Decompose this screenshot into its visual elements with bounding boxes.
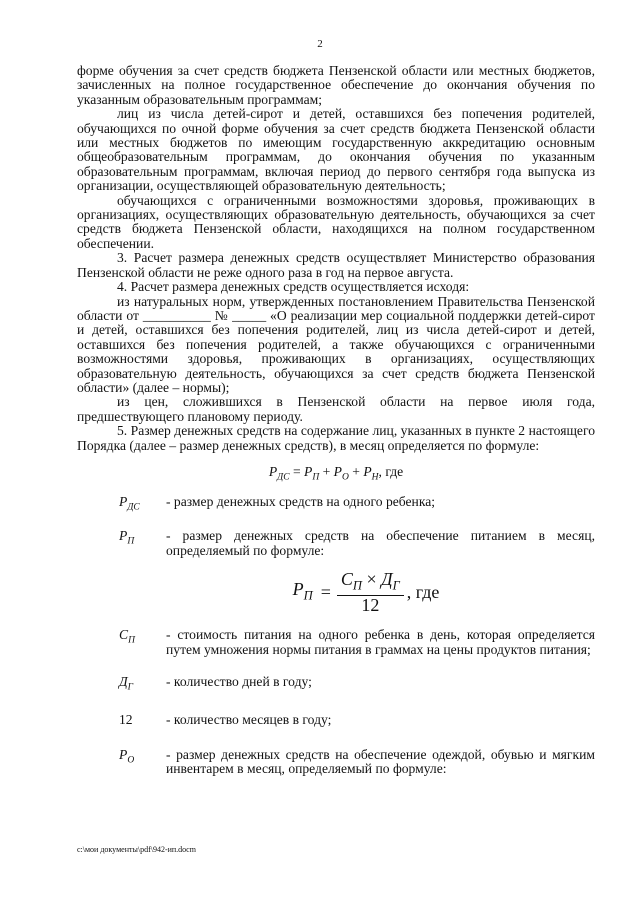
paragraph: 4. Расчет размера денежных средств осуществляется исходя: — [117, 279, 470, 295]
definition-row: $Р_О$ - размер денежных средств на обеспечение одеждой, обувью и мягким инвентарем в месяц, определяемый по формуле: — [119, 746, 595, 776]
formula-nutrition: $Р_П$ = $\frac{С_П \times Д_Г}{12}$ , где — [292, 569, 440, 616]
definition-row: $Р_П$ - размер денежных средств на обеспечение питанием в месяц, определяемый по формуле: — [119, 528, 595, 558]
paragraph: из натуральных норм, утвержденных постановлением Правительства Пензенской области от __________ № _____ «О реализации мер социальной поддержки детей-сирот и детей, оставшихся без попечения родителей, лиц из числа детей-сирот и детей, оставшихся без попечения родителей, а также обучающихся с ограниченными возможностями здоровья, проживающих в организациях, осуществляющих образовательную деятельность, обучающихся за счет средств бюджета Пензенской области» (далее – нормы); — [77, 293, 595, 395]
paragraph: 3. Расчет размера денежных средств осуществляет Министерство образования Пензенской области не реже одного раза в год на первое августа. — [77, 250, 595, 280]
definition-row: 12 - количество месяцев в году; — [119, 712, 332, 728]
paragraph: форме обучения за счет средств бюджета Пензенской области или местных бюджетов, зачисленных на полное государственное обеспечение до окончания обучения по указанным образовательным программам; — [77, 63, 595, 107]
paragraph: из цен, сложившихся в Пензенской области на первое июля года, предшествующего плановому периоду. — [77, 394, 595, 424]
paragraph: 5. Размер денежных средств на содержание лиц, указанных в пункте 2 настоящего Порядка (далее – размер денежных средств), в месяц определяется по формуле: — [77, 423, 595, 453]
definitions-list-a — [77, 495, 595, 558]
page-number: 2 — [317, 38, 323, 50]
paragraph: лиц из числа детей-сирот и детей, оставшихся без попечения родителей, обучающихся по очной форме обучения за счет средств бюджета Пензенской области или местных бюджетов по имеющим государственную аккредитацию основным общеобразовательным программам, до окончания обучения по указанным образовательным программам, включая период до первого сентября года выпуска из организации, осуществляющей образовательную деятельность; — [77, 106, 595, 194]
definition-row: $Д_Г$ - количество дней в году; — [119, 674, 312, 693]
definitions-list-b — [77, 628, 595, 776]
file-path-footer: c:\мои документы\pdf\942-ип.docm — [77, 845, 196, 854]
definition-row: $Р_{ДС}$ - размер денежных средств на одного ребенка; — [119, 494, 436, 513]
paragraph: обучающихся с ограниченными возможностями здоровья, проживающих в организациях, осуществляющих образовательную деятельность, обучающихся за счет средств бюджета Пензенской области, находящихся на полном государственном обеспечении. — [77, 192, 595, 251]
formula-total: $Р_{ДС} = Р_П + Р_О + Р_Н$, где — [268, 463, 404, 483]
definition-row: $С_П$ - стоимость питания на одного ребенка в день, которая определяется путем умножения нормы питания в граммах на цены продуктов питания; — [119, 627, 595, 657]
document-body — [77, 64, 595, 776]
